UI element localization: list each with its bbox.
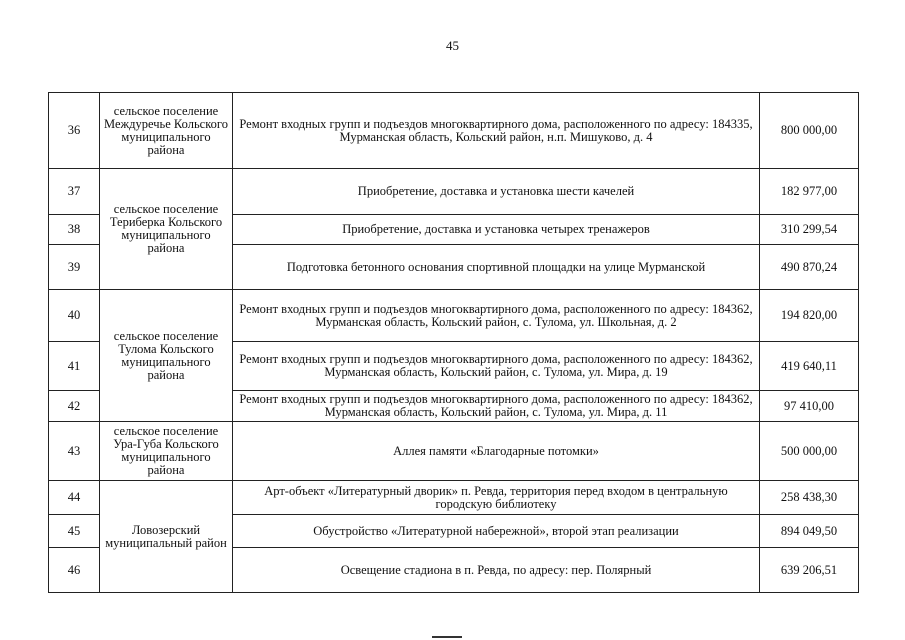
description-cell: Ремонт входных групп и подъездов многоквартирного дома, расположенного по адресу: 184362, Мурманская область, Кольский район, с. Тулома, ул. Школьная, д. 2 [233,290,760,342]
description-cell: Освещение стадиона в п. Ревда, по адресу: пер. Полярный [233,548,760,593]
description-cell: Ремонт входных групп и подъездов многоквартирного дома, расположенного по адресу: 184362, Мурманская область, Кольский район, с. Тулома, ул. Мира, д. 11 [233,391,760,422]
funding-table [48,92,859,593]
row-number: 40 [49,290,100,342]
amount-cell: 500 000,00 [760,422,859,481]
description-cell: Ремонт входных групп и подъездов многоквартирного дома, расположенного по адресу: 184335, Мурманская область, Кольский район, н.п. Мишуково, д. 4 [233,93,760,169]
municipality-cell: сельское поселение Териберка Кольского муниципального района [100,169,233,290]
table-row [49,93,859,169]
row-number: 44 [49,481,100,515]
table-row [49,290,859,342]
row-number: 38 [49,215,100,245]
row-number: 41 [49,342,100,391]
amount-cell: 182 977,00 [760,169,859,215]
row-number: 45 [49,515,100,548]
description-cell: Аллея памяти «Благодарные потомки» [233,422,760,481]
municipality-cell: сельское поселение Междуречье Кольского муниципального района [100,93,233,169]
table-row [49,422,859,481]
description-cell: Ремонт входных групп и подъездов многоквартирного дома, расположенного по адресу: 184362, Мурманская область, Кольский район, с. Тулома, ул. Мира, д. 19 [233,342,760,391]
amount-cell: 894 049,50 [760,515,859,548]
amount-cell: 310 299,54 [760,215,859,245]
row-number: 36 [49,93,100,169]
amount-cell: 194 820,00 [760,290,859,342]
row-number: 46 [49,548,100,593]
description-cell: Арт-объект «Литературный дворик» п. Ревда, территория перед входом в центральную городскую библиотеку [233,481,760,515]
amount-cell: 258 438,30 [760,481,859,515]
municipality-cell: сельское поселение Ура-Губа Кольского муниципального района [100,422,233,481]
page-number: 45 [446,38,459,53]
page-break-mark [432,636,462,638]
row-number: 37 [49,169,100,215]
amount-cell: 419 640,11 [760,342,859,391]
row-number: 42 [49,391,100,422]
amount-cell: 800 000,00 [760,93,859,169]
table-row [49,481,859,515]
description-cell: Приобретение, доставка и установка четырех тренажеров [233,215,760,245]
description-cell: Приобретение, доставка и установка шести качелей [233,169,760,215]
amount-cell: 639 206,51 [760,548,859,593]
description-cell: Обустройство «Литературной набережной», второй этап реализации [233,515,760,548]
amount-cell: 97 410,00 [760,391,859,422]
row-number: 39 [49,245,100,290]
municipality-cell: Ловозерский муниципальный район [100,481,233,593]
table-row [49,169,859,215]
row-number: 43 [49,422,100,481]
amount-cell: 490 870,24 [760,245,859,290]
municipality-cell: сельское поселение Тулома Кольского муниципального района [100,290,233,422]
description-cell: Подготовка бетонного основания спортивной площадки на улице Мурманской [233,245,760,290]
